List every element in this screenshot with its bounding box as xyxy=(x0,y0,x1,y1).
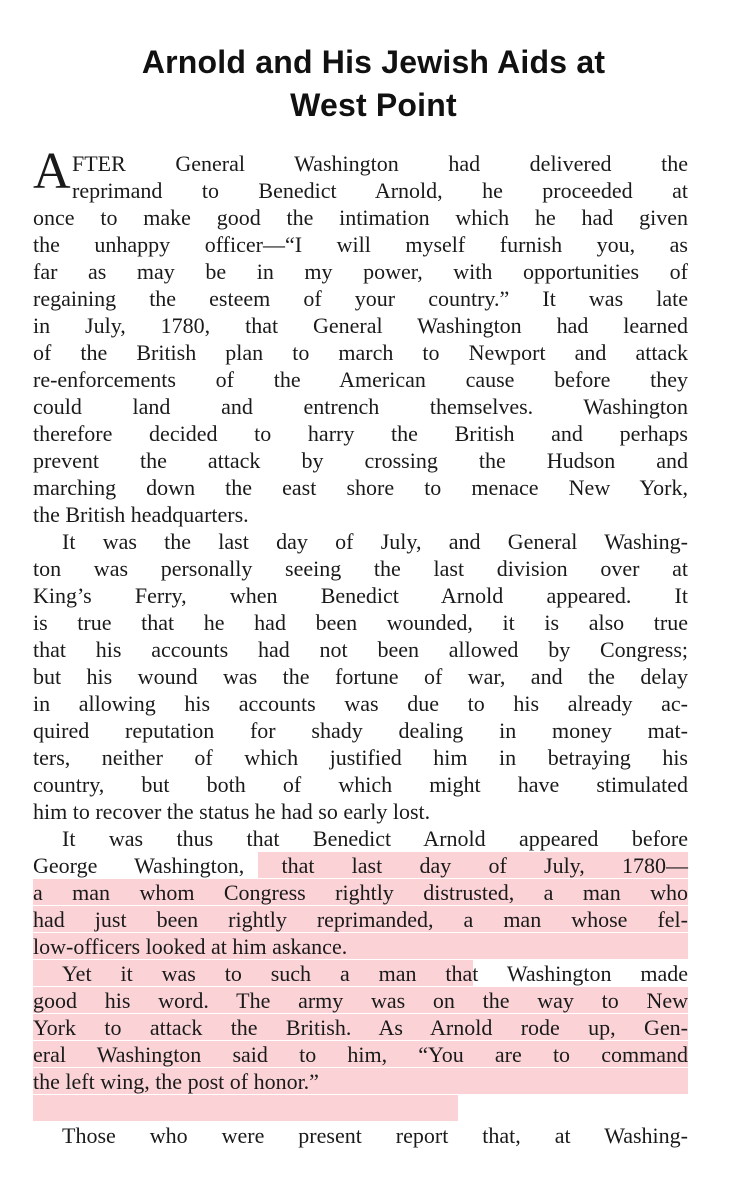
body-line: the left wing, the post of honor.” xyxy=(33,1069,319,1094)
body-line: therefore decided to harry the British and perhaps xyxy=(33,421,688,446)
body-line: far as may be in my power, with opportunities of xyxy=(33,259,688,284)
body-line: in allowing his accounts was due to his already ac- xyxy=(33,691,688,716)
body-line: is true that he had been wounded, it is also true xyxy=(33,610,688,635)
body-line: George Washington, that last day of July, 1780— xyxy=(33,853,688,878)
body-line: It was thus that Benedict Arnold appeared before xyxy=(62,826,688,851)
body-line: but his wound was the fortune of war, and the delay xyxy=(33,664,688,689)
body-line: good his word. The army was on the way to New xyxy=(33,988,688,1013)
body-line: quired reputation for shady dealing in money mat- xyxy=(33,718,688,743)
body-line: King’s Ferry, when Benedict Arnold appeared. It xyxy=(33,583,688,608)
body-line: prevent the attack by crossing the Hudson and xyxy=(33,448,688,473)
body-line: had just been rightly reprimanded, a man whose fel- xyxy=(33,907,688,932)
body-line: country, but both of which might have stimulated xyxy=(33,772,688,797)
drop-cap: A xyxy=(33,143,71,200)
body-line: him to recover the status he had so early lost. xyxy=(33,799,431,824)
body-line: in July, 1780, that General Washington had learned xyxy=(33,313,688,338)
body-line: low-officers looked at him askance. xyxy=(33,934,348,959)
body-line: the unhappy officer—“I will myself furnish you, as xyxy=(33,232,688,257)
body-line: eral Washington said to him, “You are to command xyxy=(33,1042,688,1067)
body-line: ters, neither of which justified him in betraying his xyxy=(33,745,688,770)
body-line: reprimand to Benedict Arnold, he proceeded at xyxy=(72,178,688,203)
article-title-line-1: Arnold and His Jewish Aids at xyxy=(141,44,606,80)
body-line: FTER General Washington had delivered the xyxy=(72,151,688,176)
body-line: the British headquarters. xyxy=(33,502,249,527)
body-line: It was the last day of July, and General Washing- xyxy=(62,529,688,554)
body-line: marching down the east shore to menace New York, xyxy=(33,475,688,500)
body-line: once to make good the intimation which he had given xyxy=(33,205,688,230)
body-line: a man whom Congress rightly distrusted, a man who xyxy=(33,880,688,905)
body-line: Yet it was to such a man that Washington made xyxy=(62,961,688,986)
body-line: York to attack the British. As Arnold rode up, Gen- xyxy=(33,1015,688,1040)
body-line: of the British plan to march to Newport and attack xyxy=(33,340,688,365)
article-title-line-2: West Point xyxy=(290,87,457,123)
body-line: could land and entrench themselves. Washington xyxy=(33,394,688,419)
body-line: regaining the esteem of your country.” It was late xyxy=(33,286,688,311)
body-line: re-enforcements of the American cause before they xyxy=(33,367,688,392)
body-line: ton was personally seeing the last division over at xyxy=(33,556,688,581)
highlight-band xyxy=(33,1095,458,1121)
body-line: that his accounts had not been allowed by Congress; xyxy=(33,637,688,662)
body-line: Those who were present report that, at Washing- xyxy=(62,1123,688,1148)
